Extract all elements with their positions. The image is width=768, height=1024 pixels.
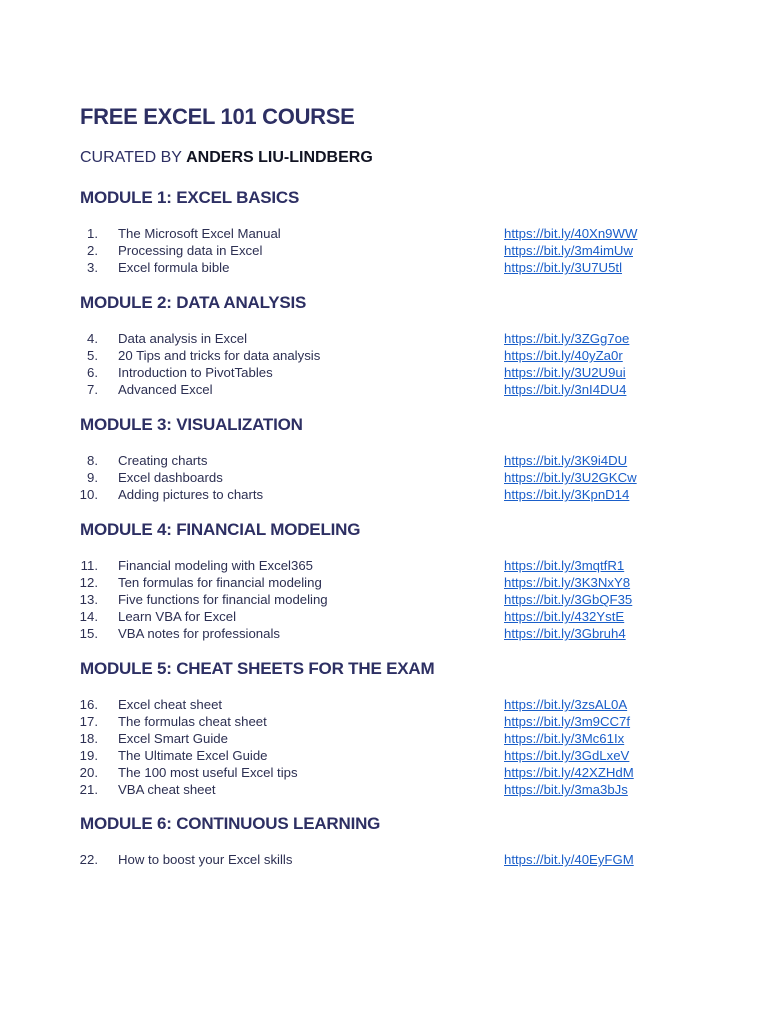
item-title: Excel cheat sheet <box>118 697 223 712</box>
module-6-title: MODULE 6: CONTINUOUS LEARNING <box>80 814 381 833</box>
list-item <box>0 469 768 486</box>
module-4-title: MODULE 4: FINANCIAL MODELING <box>80 520 361 539</box>
list-item <box>0 713 768 730</box>
list-item <box>0 591 768 608</box>
list-item <box>0 486 768 503</box>
list-item <box>0 452 768 469</box>
item-link[interactable]: https://bit.ly/3zsAL0A <box>504 697 628 712</box>
item-link[interactable]: https://bit.ly/3K3NxY8 <box>504 575 631 590</box>
item-link[interactable]: https://bit.ly/432YstE <box>504 609 625 624</box>
item-link[interactable]: https://bit.ly/3KpnD14 <box>504 487 630 502</box>
list-item <box>0 259 768 276</box>
item-number: 8. <box>87 453 98 468</box>
list-item <box>0 364 768 381</box>
list-item <box>0 242 768 259</box>
item-title: Excel dashboards <box>118 470 223 485</box>
item-link[interactable]: https://bit.ly/3ma3bJs <box>504 782 628 797</box>
curated-by-line <box>80 149 373 167</box>
item-link[interactable]: https://bit.ly/3U2U9ui <box>504 365 626 380</box>
list-item <box>0 574 768 591</box>
item-link[interactable]: https://bit.ly/3K9i4DU <box>504 453 628 468</box>
module-2-title: MODULE 2: DATA ANALYSIS <box>80 293 307 312</box>
module-2-list <box>0 330 768 398</box>
list-item <box>0 781 768 798</box>
list-item <box>0 696 768 713</box>
author-name: ANDERS LIU-LINDBERG <box>186 149 373 166</box>
module-3-title: MODULE 3: VISUALIZATION <box>80 415 303 434</box>
module-5-list <box>0 696 768 798</box>
item-link[interactable]: https://bit.ly/3m4imUw <box>504 243 633 258</box>
item-link[interactable]: https://bit.ly/40Xn9WW <box>504 226 638 241</box>
item-title: The Ultimate Excel Guide <box>118 748 268 763</box>
item-title: Financial modeling with Excel365 <box>118 558 313 573</box>
module-5-title: MODULE 5: CHEAT SHEETS FOR THE EXAM <box>80 659 435 678</box>
item-number: 2. <box>87 243 98 258</box>
list-item <box>0 225 768 242</box>
list-item <box>0 608 768 625</box>
item-link[interactable]: https://bit.ly/3GdLxeV <box>504 748 630 763</box>
item-number: 10. <box>79 487 98 502</box>
list-item <box>0 557 768 574</box>
item-title: Five functions for financial modeling <box>118 592 328 607</box>
list-item <box>0 851 768 868</box>
module-4-list <box>0 557 768 642</box>
module-6-list <box>0 851 768 868</box>
list-item <box>0 764 768 781</box>
item-number: 14. <box>79 609 98 624</box>
item-number: 11. <box>80 558 98 573</box>
item-title: Data analysis in Excel <box>118 331 248 346</box>
curated-prefix: CURATED BY <box>80 149 182 166</box>
list-item <box>0 730 768 747</box>
item-title: Excel formula bible <box>118 260 230 275</box>
item-title: Adding pictures to charts <box>118 487 264 502</box>
item-link[interactable]: https://bit.ly/3nI4DU4 <box>504 382 627 397</box>
item-number: 21. <box>79 782 98 797</box>
list-item <box>0 381 768 398</box>
item-number: 4. <box>87 331 98 346</box>
item-link[interactable]: https://bit.ly/3U7U5tl <box>504 260 623 275</box>
item-link[interactable]: https://bit.ly/3Gbruh4 <box>504 626 626 641</box>
item-number: 3. <box>87 260 98 275</box>
item-number: 13. <box>79 592 98 607</box>
item-link[interactable]: https://bit.ly/42XZHdM <box>504 765 634 780</box>
list-item <box>0 330 768 347</box>
item-title: VBA notes for professionals <box>118 626 281 641</box>
module-1-list <box>0 225 768 276</box>
item-link[interactable]: https://bit.ly/3mqtfR1 <box>504 558 625 573</box>
item-title: Introduction to PivotTables <box>118 365 273 380</box>
item-link[interactable]: https://bit.ly/40yZa0r <box>504 348 623 363</box>
item-number: 7. <box>87 382 98 397</box>
item-number: 12. <box>79 575 98 590</box>
item-number: 22. <box>79 852 98 867</box>
list-item <box>0 747 768 764</box>
item-number: 15. <box>79 626 98 641</box>
item-title: The 100 most useful Excel tips <box>118 765 298 780</box>
item-title: 20 Tips and tricks for data analysis <box>118 348 321 363</box>
item-number: 18. <box>79 731 98 746</box>
item-title: The formulas cheat sheet <box>118 714 267 729</box>
item-number: 17. <box>79 714 98 729</box>
item-title: Processing data in Excel <box>118 243 263 258</box>
item-link[interactable]: https://bit.ly/3GbQF35 <box>504 592 633 607</box>
list-item <box>0 625 768 642</box>
item-title: Excel Smart Guide <box>118 731 228 746</box>
item-link[interactable]: https://bit.ly/3m9CC7f <box>504 714 631 729</box>
item-link[interactable]: https://bit.ly/40EyFGM <box>504 852 634 867</box>
item-title: How to boost your Excel skills <box>118 852 293 867</box>
item-title: Advanced Excel <box>118 382 213 397</box>
item-number: 6. <box>87 365 98 380</box>
item-number: 5. <box>87 348 98 363</box>
item-link[interactable]: https://bit.ly/3Mc61Ix <box>504 731 625 746</box>
item-link[interactable]: https://bit.ly/3ZGg7oe <box>504 331 630 346</box>
module-1-title: MODULE 1: EXCEL BASICS <box>80 188 300 207</box>
item-title: The Microsoft Excel Manual <box>118 226 281 241</box>
item-number: 19. <box>79 748 98 763</box>
item-number: 9. <box>87 470 98 485</box>
item-title: Creating charts <box>118 453 208 468</box>
item-title: VBA cheat sheet <box>118 782 216 797</box>
item-number: 20. <box>79 765 98 780</box>
list-item <box>0 347 768 364</box>
page-title: FREE EXCEL 101 COURSE <box>80 104 355 129</box>
item-title: Ten formulas for financial modeling <box>118 575 322 590</box>
module-3-list <box>0 452 768 503</box>
item-link[interactable]: https://bit.ly/3U2GKCw <box>504 470 637 485</box>
item-number: 16. <box>79 697 98 712</box>
item-number: 1. <box>87 226 98 241</box>
item-title: Learn VBA for Excel <box>118 609 237 624</box>
